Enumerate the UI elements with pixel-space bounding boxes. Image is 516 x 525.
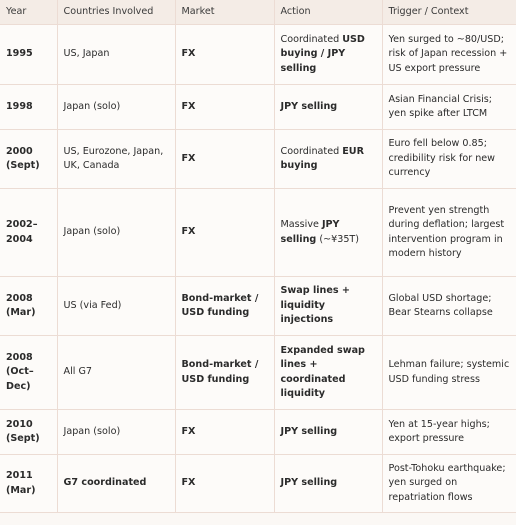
cell-market: FX	[175, 455, 274, 513]
action-text: JPY selling	[280, 219, 340, 245]
cell-trigger: Yen surged to ~80/USD; risk of Japan recession + US export pressure	[382, 25, 516, 85]
cell-year: 2008 (Mar)	[0, 277, 57, 336]
cell-countries: G7 coordinated	[57, 455, 175, 513]
cell-trigger: Asian Financial Crisis; yen spike after LTCM	[382, 85, 516, 130]
action-text: Expanded swap lines + coordinated liquidity	[280, 344, 365, 399]
cell-year: 2011 (Mar)	[0, 455, 57, 513]
cell-countries: US, Japan	[57, 25, 175, 85]
table-row	[0, 277, 516, 336]
header-market: Market	[175, 0, 274, 25]
table-row	[0, 130, 516, 189]
table-row	[0, 336, 516, 410]
header-action: Action	[274, 0, 382, 25]
table-header	[0, 0, 516, 25]
cell-countries: Japan (solo)	[57, 85, 175, 130]
action-text: JPY selling	[280, 477, 338, 489]
cell-year: 1995	[0, 25, 57, 85]
cell-year: 2002–2004	[0, 189, 57, 277]
cell-market: FX	[175, 189, 274, 277]
cell-trigger: Global USD shortage; Bear Stearns collapse	[382, 277, 516, 336]
cell-market: FX	[175, 130, 274, 189]
cell-action	[274, 277, 382, 336]
table-row	[0, 25, 516, 85]
cell-year: 2008 (Oct–Dec)	[0, 336, 57, 410]
cell-year: 2000 (Sept)	[0, 130, 57, 189]
cell-market: FX	[175, 25, 274, 85]
cell-market: Bond-market / USD funding	[175, 336, 274, 410]
action-text: JPY selling	[280, 425, 338, 437]
cell-action	[274, 130, 382, 189]
cell-trigger: Lehman failure; systemic USD funding stress	[382, 336, 516, 410]
cell-market: FX	[175, 410, 274, 455]
action-text: Massive	[280, 219, 322, 231]
table-body	[0, 25, 516, 513]
cell-year: 1998	[0, 85, 57, 130]
cell-trigger: Euro fell below 0.85; credibility risk for new currency	[382, 130, 516, 189]
cell-action	[274, 455, 382, 513]
table-row	[0, 455, 516, 513]
cell-market: Bond-market / USD funding	[175, 277, 274, 336]
action-text: EUR buying	[280, 145, 364, 171]
cell-action	[274, 25, 382, 85]
cell-trigger: Prevent yen strength during deflation; largest intervention program in modern history	[382, 189, 516, 277]
header-trigger: Trigger / Context	[382, 0, 516, 25]
cell-countries: Japan (solo)	[57, 410, 175, 455]
cell-trigger: Yen at 15-year highs; export pressure	[382, 410, 516, 455]
cell-countries: Japan (solo)	[57, 189, 175, 277]
action-text: USD buying / JPY selling	[280, 33, 365, 74]
header-row	[0, 0, 516, 25]
cell-action	[274, 85, 382, 130]
action-text: Coordinated	[280, 33, 343, 45]
cell-countries: US, Eurozone, Japan, UK, Canada	[57, 130, 175, 189]
cell-trigger: Post-Tohoku earthquake; yen surged on repatriation flows	[382, 455, 516, 513]
action-text: Swap lines + liquidity injections	[280, 285, 350, 326]
action-text: (~¥35T)	[316, 233, 360, 245]
cell-action	[274, 410, 382, 455]
table-row	[0, 189, 516, 277]
action-text: Coordinated	[280, 145, 343, 157]
action-text: JPY selling	[280, 100, 338, 112]
table-row	[0, 410, 516, 455]
table-row	[0, 85, 516, 130]
cell-countries: All G7	[57, 336, 175, 410]
cell-action	[274, 336, 382, 410]
cell-year: 2010 (Sept)	[0, 410, 57, 455]
header-countries: Countries Involved	[57, 0, 175, 25]
header-year: Year	[0, 0, 57, 25]
cell-action	[274, 189, 382, 277]
cell-market: FX	[175, 85, 274, 130]
cell-countries: US (via Fed)	[57, 277, 175, 336]
